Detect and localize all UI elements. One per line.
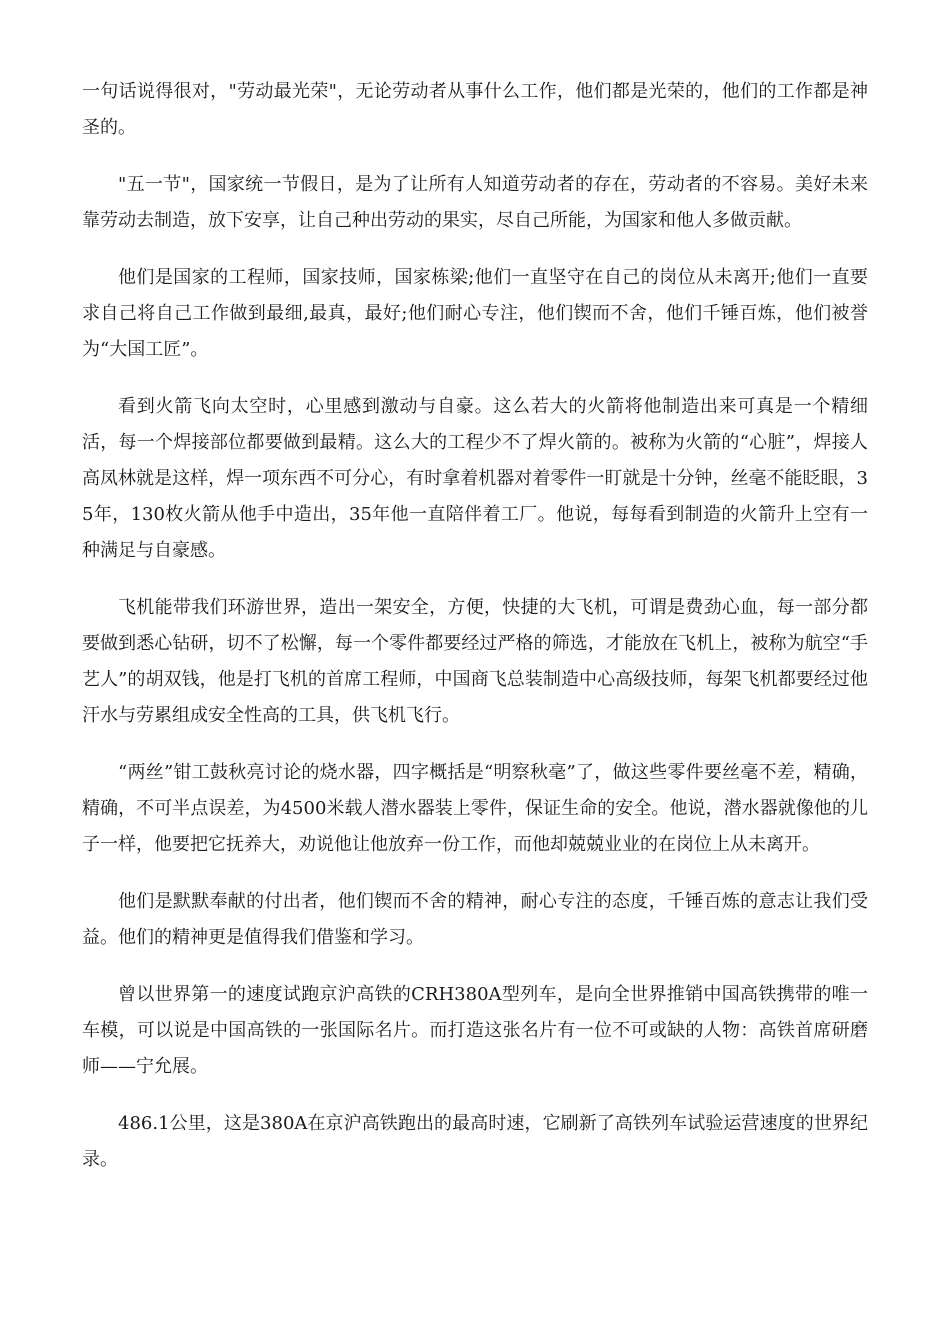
paragraph-aircraft-engineer: 飞机能带我们环游世界，造出一架安全，方便，快捷的大飞机，可谓是费劲心血，每一部分都要做到悉心钻研，切不了松懈，每一个零件都要经过严格的筛选，才能放在飞机上，被称为航空“手艺人”的胡双钱，他是打飞机的首席工程师，中国商飞总装制造中心高级技师，每架飞机都要经过他汗水与劳累组成安全性高的工具，供飞机飞行。 xyxy=(82,597,868,726)
paragraph-dedication: 他们是默默奉献的付出者，他们锲而不舍的精神，耐心专注的态度，千锤百炼的意志让我们受益。他们的精神更是值得我们借鉴和学习。 xyxy=(82,891,868,948)
document-page xyxy=(82,74,868,1199)
paragraph-high-speed-train: 曾以世界第一的速度试跑京沪高铁的CRH380A型列车，是向全世界推销中国高铁携带的唯一车模，可以说是中国高铁的一张国际名片。而打造这张名片有一位不可或缺的人物：高铁首席研磨师——宁允展。 xyxy=(82,984,868,1077)
paragraph-speed-record: 486.1公里，这是380A在京沪高铁跑出的最高时速，它刷新了高铁列车试验运营速度的世界纪录。 xyxy=(82,1113,868,1170)
paragraph-submersible-fitter: “两丝”钳工鼓秋亮讨论的烧水器，四字概括是“明察秋毫”了，做这些零件要丝毫不差，精确，精确，不可半点误差，为4500米载人潜水器装上零件，保证生命的安全。他说，潜水器就像他的儿子一样，他要把它抚养大，劝说他让他放弃一份工作，而他却兢兢业业的在岗位上从未离开。 xyxy=(82,762,868,855)
paragraph-may-day: "五一节"，国家统一节假日，是为了让所有人知道劳动者的存在，劳动者的不容易。美好未来靠劳动去制造，放下安享，让自己种出劳动的果实，尽自己所能，为国家和他人多做贡献。 xyxy=(82,174,868,231)
paragraph-great-craftsmen: 他们是国家的工程师，国家技师，国家栋梁;他们一直坚守在自己的岗位从未离开;他们一直要求自己将自己工作做到最细,最真，最好;他们耐心专注，他们锲而不舍，他们千锤百炼，他们被誉为“大国工匠”。 xyxy=(82,267,868,360)
paragraph-rocket-welder: 看到火箭飞向太空时，心里感到激动与自豪。这么若大的火箭将他制造出来可真是一个精细活，每一个焊接部位都要做到最精。这么大的工程少不了焊火箭的。被称为火箭的“心脏”，焊接人高凤林就是这样，焊一项东西不可分心，有时拿着机器对着零件一盯就是十分钟，丝毫不能眨眼，35年，130枚火箭从他手中造出，35年他一直陪伴着工厂。他说，每每看到制造的火箭升上空有一种满足与自豪感。 xyxy=(82,396,868,561)
paragraph-labor-glory: 一句话说得很对，"劳动最光荣"，无论劳动者从事什么工作，他们都是光荣的，他们的工作都是神圣的。 xyxy=(82,81,868,138)
